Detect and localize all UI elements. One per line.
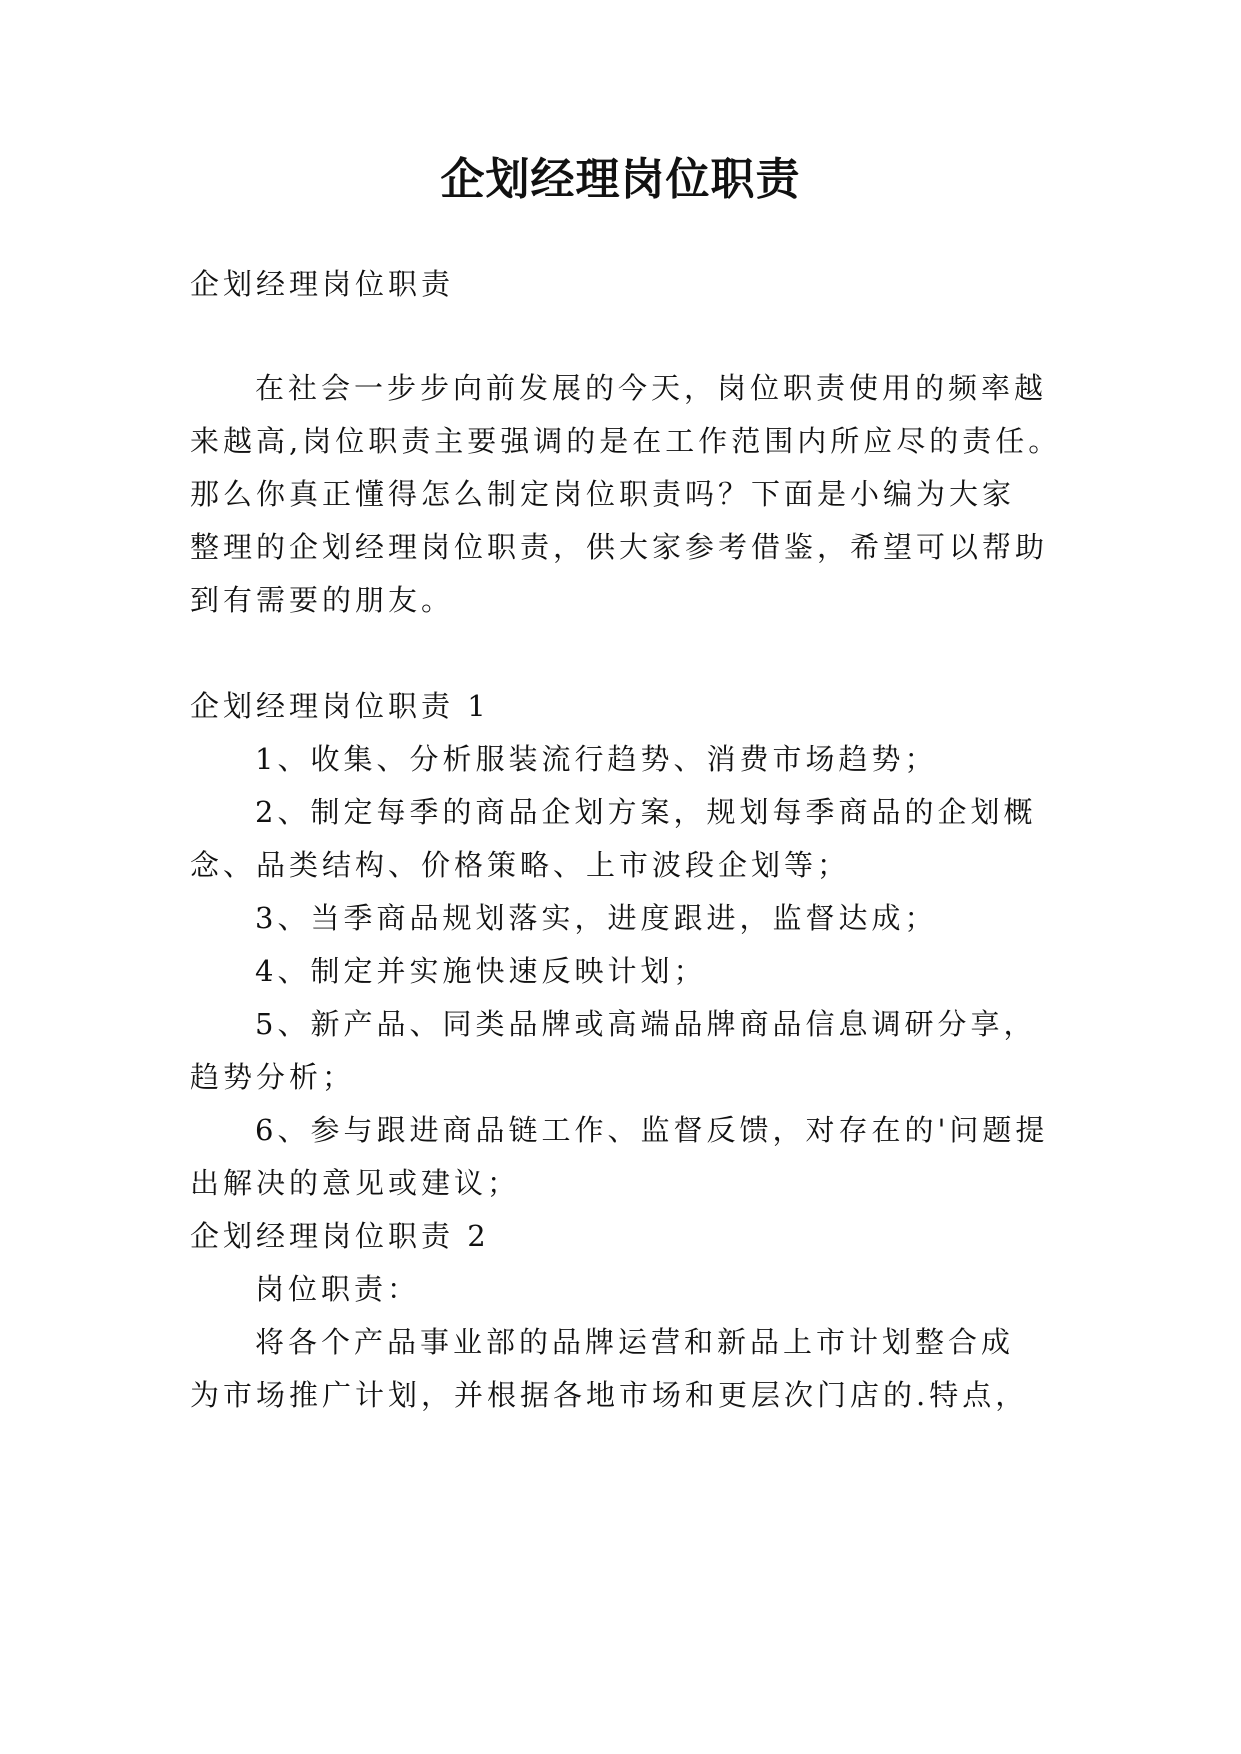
document-subtitle: 企划经理岗位职责 bbox=[190, 267, 455, 301]
section1-line: 4、制定并实施快速反映计划； bbox=[255, 954, 707, 988]
section-heading-2: 企划经理岗位职责 2 bbox=[190, 1219, 490, 1253]
section1-line: 5、新产品、同类品牌或高端品牌商品信息调研分享， bbox=[255, 1007, 1037, 1041]
section1-line: 1、收集、分析服装流行趋势、消费市场趋势； bbox=[255, 742, 938, 776]
intro-line: 那么你真正懂得怎么制定岗位职责吗？下面是小编为大家 bbox=[190, 477, 1016, 511]
document-title: 企划经理岗位职责 bbox=[440, 154, 801, 205]
intro-line: 在社会一步步向前发展的今天，岗位职责使用的频率越 bbox=[255, 371, 1048, 405]
intro-line: 整理的企划经理岗位职责，供大家参考借鉴，希望可以帮助 bbox=[190, 530, 1049, 564]
section2-line: 岗位职责： bbox=[255, 1272, 421, 1306]
section1-line: 出解决的意见或建议； bbox=[190, 1166, 521, 1200]
section-heading-1: 企划经理岗位职责 1 bbox=[190, 689, 490, 723]
section2-line: 将各个产品事业部的品牌运营和新品上市计划整合成 bbox=[255, 1325, 1015, 1359]
section1-line: 2、制定每季的商品企划方案，规划每季商品的企划概 bbox=[255, 795, 1037, 829]
section2-line: 为市场推广计划，并根据各地市场和更层次门店的.特点， bbox=[190, 1378, 1029, 1412]
section1-line: 念、品类结构、价格策略、上市波段企划等； bbox=[190, 848, 851, 882]
section1-line: 3、当季商品规划落实，进度跟进，监督达成； bbox=[255, 901, 938, 935]
intro-line: 来越高,岗位职责主要强调的是在工作范围内所应尽的责任。 bbox=[190, 424, 1062, 458]
section1-line: 趋势分析； bbox=[190, 1060, 356, 1094]
intro-line: 到有需要的朋友。 bbox=[190, 583, 455, 617]
section1-line: 6、参与跟进商品链工作、监督反馈，对存在的'问题提 bbox=[255, 1113, 1049, 1147]
